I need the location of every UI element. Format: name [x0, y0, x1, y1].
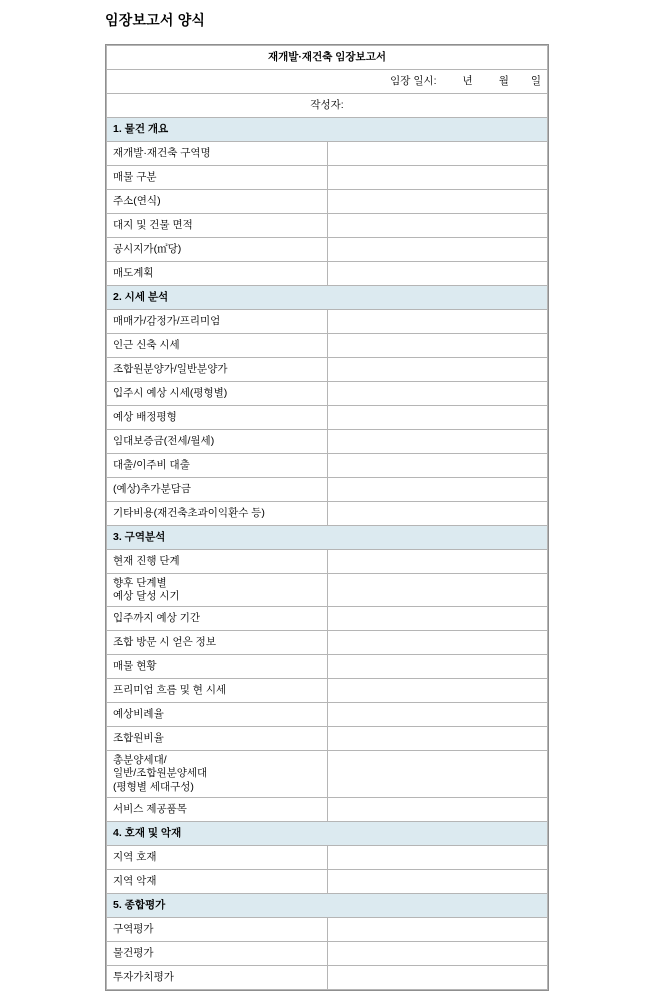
section-heading-row [107, 286, 548, 310]
table-row [107, 917, 548, 941]
table-row [107, 845, 548, 869]
row-value-input[interactable] [327, 454, 548, 478]
table-row [107, 382, 548, 406]
table-row [107, 797, 548, 821]
section-heading-row [107, 893, 548, 917]
row-label: 프리미엄 흐름 및 현 시세 [107, 679, 328, 703]
table-row [107, 727, 548, 751]
row-value-input[interactable] [327, 941, 548, 965]
row-label: 조합원비율 [107, 727, 328, 751]
row-value-input[interactable] [327, 430, 548, 454]
row-value-input[interactable] [327, 190, 548, 214]
row-value-input[interactable] [327, 845, 548, 869]
sections-body [107, 118, 548, 990]
visit-date-label: 임장 일시: [390, 74, 437, 87]
day-label: 일 [530, 74, 541, 87]
row-value-input[interactable] [327, 406, 548, 430]
row-label: 입주시 예상 시세(평형별) [107, 382, 328, 406]
doc-title: 재개발·재건축 임장보고서 [107, 46, 548, 70]
table-row [107, 166, 548, 190]
table-row [107, 751, 548, 797]
row-label: 매도계획 [107, 262, 328, 286]
row-value-input[interactable] [327, 550, 548, 574]
row-label: 구역평가 [107, 917, 328, 941]
section-heading: 5. 종합평가 [107, 893, 548, 917]
section-heading: 3. 구역분석 [107, 526, 548, 550]
row-value-input[interactable] [327, 262, 548, 286]
row-value-input[interactable] [327, 166, 548, 190]
table-row [107, 941, 548, 965]
table-row [107, 430, 548, 454]
table-row [107, 965, 548, 989]
row-value-input[interactable] [327, 917, 548, 941]
row-label: 총분양세대/ 일반/조합원분양세대 (평형별 세대구성) [107, 751, 328, 797]
row-label: (예상)추가분담금 [107, 478, 328, 502]
row-label: 예상비례율 [107, 703, 328, 727]
row-value-input[interactable] [327, 238, 548, 262]
row-value-input[interactable] [327, 751, 548, 797]
section-heading: 4. 호재 및 악재 [107, 821, 548, 845]
row-value-input[interactable] [327, 214, 548, 238]
row-label: 입주까지 예상 기간 [107, 607, 328, 631]
table-row [107, 214, 548, 238]
row-value-input[interactable] [327, 727, 548, 751]
row-value-input[interactable] [327, 574, 548, 607]
table-row [107, 679, 548, 703]
table-row [107, 703, 548, 727]
table-row [107, 310, 548, 334]
row-label: 매물 현황 [107, 655, 328, 679]
row-label: 임대보증금(전세/월세) [107, 430, 328, 454]
row-label: 물건평가 [107, 941, 328, 965]
row-label: 공시지가(㎡당) [107, 238, 328, 262]
row-value-input[interactable] [327, 797, 548, 821]
row-value-input[interactable] [327, 358, 548, 382]
section-heading-row [107, 526, 548, 550]
row-value-input[interactable] [327, 869, 548, 893]
table-row [107, 334, 548, 358]
table-row [107, 454, 548, 478]
row-label: 주소(연식) [107, 190, 328, 214]
table-row [107, 631, 548, 655]
row-value-input[interactable] [327, 655, 548, 679]
row-label: 예상 배정평형 [107, 406, 328, 430]
row-value-input[interactable] [327, 334, 548, 358]
row-value-input[interactable] [327, 382, 548, 406]
visit-date-row [107, 70, 548, 94]
row-label: 조합 방문 시 얻은 정보 [107, 631, 328, 655]
row-label: 현재 진행 단계 [107, 550, 328, 574]
row-label: 투자가치평가 [107, 965, 328, 989]
table-row [107, 478, 548, 502]
section-heading-row [107, 821, 548, 845]
row-label: 인근 신축 시세 [107, 334, 328, 358]
doc-title-row [107, 46, 548, 70]
row-value-input[interactable] [327, 310, 548, 334]
row-label: 서비스 제공품목 [107, 797, 328, 821]
row-value-input[interactable] [327, 607, 548, 631]
table-row [107, 190, 548, 214]
row-value-input[interactable] [327, 631, 548, 655]
table-row [107, 607, 548, 631]
year-label: 년 [462, 74, 473, 87]
table-row [107, 655, 548, 679]
row-label: 매물 구분 [107, 166, 328, 190]
table-row [107, 869, 548, 893]
row-label: 지역 악재 [107, 869, 328, 893]
row-label: 지역 호재 [107, 845, 328, 869]
report-form-container [105, 44, 549, 991]
page-title: 임장보고서 양식 [105, 12, 206, 28]
writer-row [107, 94, 548, 118]
section-heading: 2. 시세 분석 [107, 286, 548, 310]
row-label: 대지 및 건물 면적 [107, 214, 328, 238]
row-value-input[interactable] [327, 142, 548, 166]
row-value-input[interactable] [327, 502, 548, 526]
visit-date-line [107, 70, 548, 94]
section-heading-row [107, 118, 548, 142]
report-form-table [106, 45, 548, 990]
row-label: 기타비용(재건축초과이익환수 등) [107, 502, 328, 526]
table-row [107, 142, 548, 166]
row-value-input[interactable] [327, 965, 548, 989]
writer-label: 작성자: [107, 94, 548, 118]
table-row [107, 358, 548, 382]
row-label: 조합원분양가/일반분양가 [107, 358, 328, 382]
table-row [107, 262, 548, 286]
table-row [107, 574, 548, 607]
row-label: 대출/이주비 대출 [107, 454, 328, 478]
section-heading: 1. 물건 개요 [107, 118, 548, 142]
row-label: 매매가/감정가/프리미엄 [107, 310, 328, 334]
row-value-input[interactable] [327, 703, 548, 727]
table-row [107, 238, 548, 262]
month-label: 월 [498, 74, 509, 87]
row-label: 재개발·재건축 구역명 [107, 142, 328, 166]
row-label: 향후 단계별 예상 달성 시기 [107, 574, 328, 607]
table-row [107, 550, 548, 574]
report-form-body [107, 46, 548, 118]
table-row [107, 502, 548, 526]
table-row [107, 406, 548, 430]
row-value-input[interactable] [327, 679, 548, 703]
row-value-input[interactable] [327, 478, 548, 502]
